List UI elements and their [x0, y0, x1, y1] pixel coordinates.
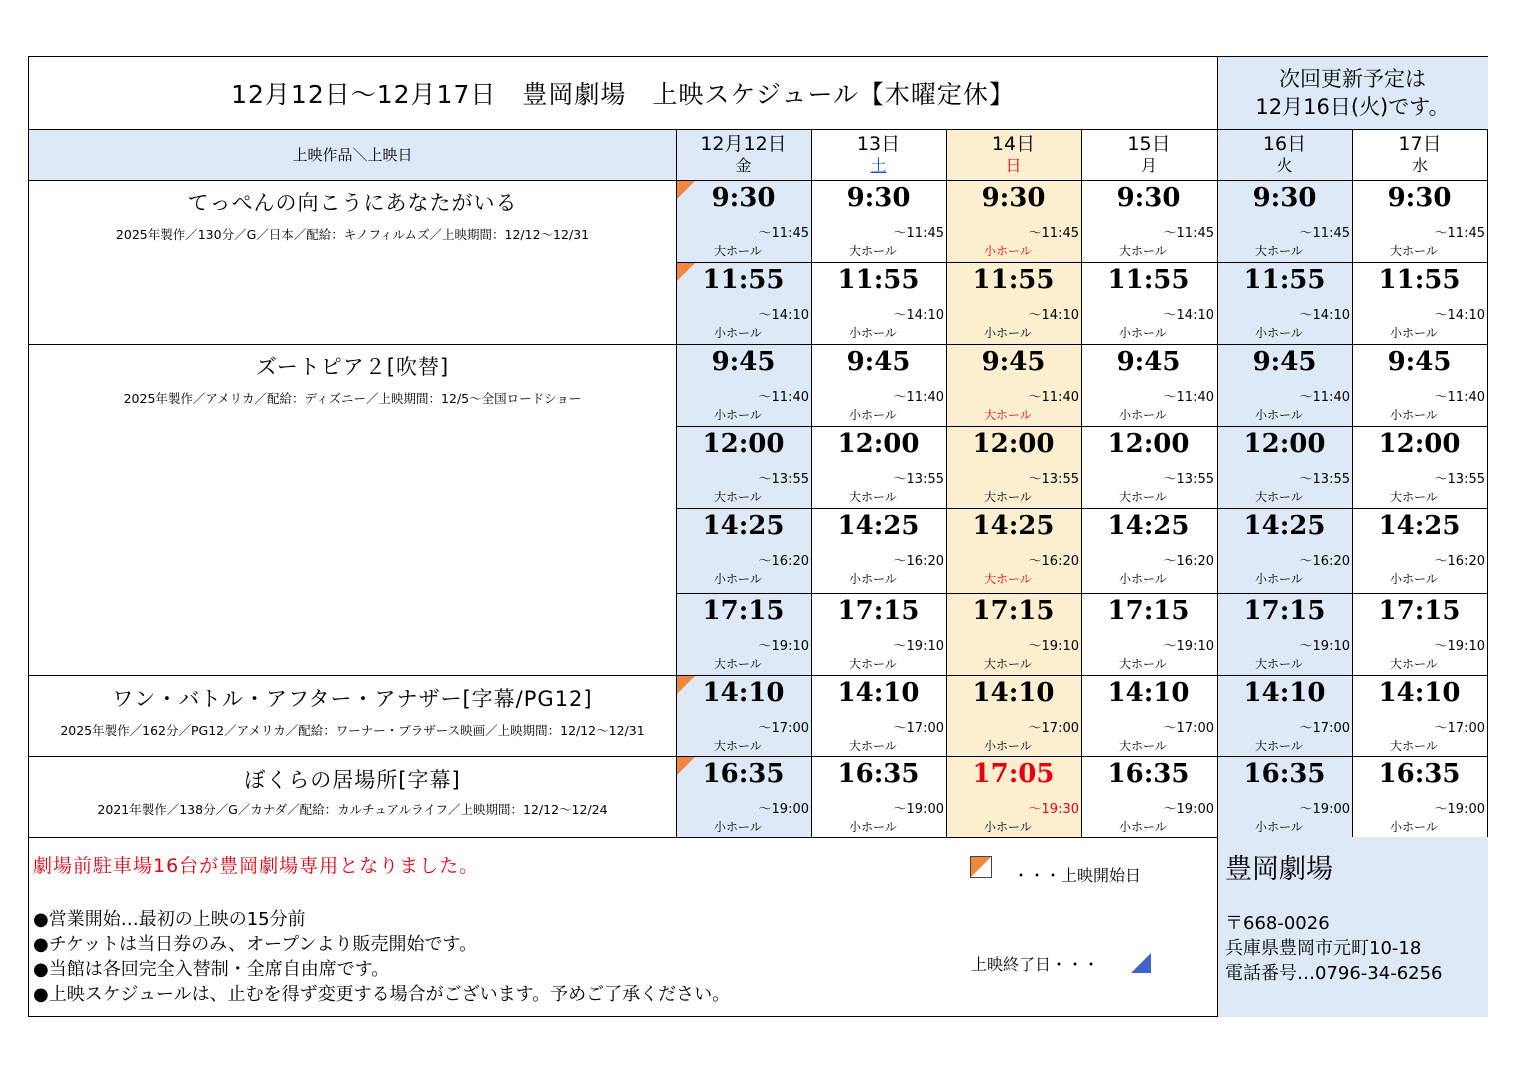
day-weekday: 土 [870, 155, 887, 175]
showtime-cell [1217, 262, 1352, 343]
note-item: ●当館は各回完全入替制・全席自由席です。 [33, 959, 390, 980]
showtime-cell [1352, 756, 1487, 837]
start-time: 11:55 [702, 265, 785, 295]
day-header [946, 129, 1081, 180]
showtime-cell [946, 593, 1081, 674]
end-time: ～19:10 [758, 639, 809, 654]
showtime-cell [811, 180, 946, 261]
legend-end-flag-icon [1131, 953, 1151, 973]
showtime-cell [1352, 426, 1487, 507]
day-weekday: 金 [735, 155, 752, 175]
start-time: 16:35 [837, 759, 920, 789]
grid-line [29, 180, 1488, 181]
hall-name: 大ホール [984, 408, 1032, 422]
showtime-cell [1081, 262, 1216, 343]
start-time: 9:45 [1116, 347, 1181, 377]
end-time: ～19:10 [893, 639, 944, 654]
start-time: 9:45 [711, 347, 776, 377]
showtime-cell [811, 344, 946, 425]
film-title: ぼくらの居場所[字幕] [244, 768, 461, 792]
start-time: 9:30 [1116, 183, 1181, 213]
start-time: 17:15 [702, 596, 785, 626]
start-time: 11:55 [837, 265, 920, 295]
start-time: 9:30 [1252, 183, 1317, 213]
end-time: ～16:20 [1434, 554, 1485, 569]
theater-address: 兵庫県豊岡市元町10-18 [1225, 938, 1422, 959]
showtime-cell [811, 593, 946, 674]
end-time: ～13:55 [1299, 472, 1350, 487]
end-time: ～11:45 [1163, 226, 1214, 241]
theater-postal: 〒668-0026 [1225, 913, 1330, 934]
end-time: ～17:00 [893, 721, 944, 736]
grid-line [29, 344, 1488, 345]
film-info: 2025年製作／アメリカ／配給：ディズニー／上映期間：12/5～全国ロードショー [123, 391, 582, 406]
hall-name: 小ホール [1119, 408, 1167, 422]
showtime-cell [676, 593, 811, 674]
grid-line [676, 262, 1488, 263]
legend-start-label: ・・・上映開始日 [1013, 866, 1142, 885]
end-time: ～11:45 [758, 226, 809, 241]
hall-name: 大ホール [714, 490, 762, 504]
start-time: 9:45 [846, 347, 911, 377]
hall-name: 大ホール [1390, 490, 1438, 504]
hall-name: 小ホール [1255, 408, 1303, 422]
end-time: ～19:30 [1028, 802, 1079, 817]
start-time: 17:05 [972, 759, 1055, 789]
start-time: 9:45 [1252, 347, 1317, 377]
hall-name: 大ホール [984, 490, 1032, 504]
showtime-cell [811, 675, 946, 756]
end-time: ～14:10 [758, 308, 809, 323]
end-time: ～17:00 [1163, 721, 1214, 736]
end-time: ～14:10 [1163, 308, 1214, 323]
start-time: 11:55 [1107, 265, 1190, 295]
end-time: ～17:00 [758, 721, 809, 736]
showtime-cell [946, 262, 1081, 343]
start-time: 14:25 [837, 511, 920, 541]
hall-name: 小ホール [984, 244, 1032, 258]
end-time: ～13:55 [1434, 472, 1485, 487]
end-time: ～11:45 [1299, 226, 1350, 241]
hall-name: 大ホール [1390, 657, 1438, 671]
grid-line [1081, 129, 1082, 837]
showtime-cell [1081, 675, 1216, 756]
end-time: ～19:00 [1299, 802, 1350, 817]
grid-line [811, 129, 812, 837]
day-header [1217, 129, 1352, 180]
note-item: ●チケットは当日券のみ、オープンより販売開始です。 [33, 934, 478, 955]
hall-name: 大ホール [1119, 244, 1167, 258]
hall-name: 大ホール [1119, 490, 1167, 504]
film-title: ワン・バトル・アフター・アナザー[字幕/PG12] [112, 687, 593, 711]
end-time: ～19:10 [1028, 639, 1079, 654]
day-date: 14日 [991, 132, 1036, 155]
hall-name: 大ホール [1255, 244, 1303, 258]
note-item: ●営業開始…最初の上映の15分前 [33, 909, 306, 930]
hall-name: 小ホール [1255, 572, 1303, 586]
grid-line [676, 129, 677, 837]
day-date: 13日 [856, 132, 901, 155]
start-time: 14:25 [1107, 511, 1190, 541]
showtime-cell [1217, 675, 1352, 756]
end-time: ～19:00 [758, 802, 809, 817]
start-time: 14:10 [1243, 678, 1326, 708]
column-header-label: 上映作品＼上映日 [29, 129, 676, 180]
hall-name: 小ホール [984, 820, 1032, 834]
end-time: ～13:55 [1028, 472, 1079, 487]
start-time: 12:00 [1107, 429, 1190, 459]
film-info: 2021年製作／138分／G／カナダ／配給：カルチュアルライフ／上映期間：12/12～12/24 [97, 802, 608, 817]
showtime-cell [1217, 508, 1352, 589]
start-time: 9:45 [1387, 347, 1452, 377]
theater-name: 豊岡劇場 [1225, 854, 1333, 885]
hall-name: 小ホール [1390, 572, 1438, 586]
start-time: 14:10 [1378, 678, 1461, 708]
hall-name: 小ホール [984, 326, 1032, 340]
start-time: 14:25 [1243, 511, 1326, 541]
hall-name: 小ホール [1119, 820, 1167, 834]
day-date: 17日 [1398, 132, 1442, 155]
showtime-cell [1081, 593, 1216, 674]
schedule-sheet [28, 56, 1488, 1017]
day-weekday: 月 [1140, 155, 1157, 175]
page-title: 12月12日～12月17日 豊岡劇場 上映スケジュール【木曜定休】 [231, 80, 1015, 109]
hall-name: 小ホール [714, 572, 762, 586]
end-time: ～16:20 [1028, 554, 1079, 569]
showtime-cell [1352, 344, 1487, 425]
end-time: ～14:10 [1028, 308, 1079, 323]
showtime-cell [946, 675, 1081, 756]
grid-line [1217, 837, 1218, 1017]
legend-end-label: 上映終了日・・・ [971, 955, 1100, 974]
parking-notice: 劇場前駐車場16台が豊岡劇場専用となりました。 [33, 855, 480, 877]
end-time: ～11:40 [1299, 390, 1350, 405]
day-date: 15日 [1127, 132, 1171, 155]
grid-line [29, 675, 1488, 676]
showtime-cell [1217, 344, 1352, 425]
start-time: 17:15 [1378, 596, 1461, 626]
hall-name: 小ホール [849, 408, 897, 422]
hall-name: 大ホール [984, 572, 1032, 586]
start-time: 9:30 [1387, 183, 1452, 213]
grid-line [29, 129, 1488, 130]
showtime-cell [946, 756, 1081, 837]
hall-name: 大ホール [1119, 657, 1167, 671]
showtime-cell [1352, 675, 1487, 756]
showtime-cell [946, 508, 1081, 589]
showtime-cell [1352, 180, 1487, 261]
end-time: ～16:20 [1163, 554, 1214, 569]
end-time: ～17:00 [1434, 721, 1485, 736]
showtime-cell [811, 262, 946, 343]
day-weekday: 日 [1005, 155, 1022, 175]
showtime-cell [1081, 426, 1216, 507]
showtime-cell [811, 756, 946, 837]
showtime-cell [676, 180, 811, 261]
hall-name: 小ホール [1119, 326, 1167, 340]
grid-line [29, 756, 1488, 757]
end-time: ～19:10 [1163, 639, 1214, 654]
start-time: 9:30 [711, 183, 776, 213]
start-time: 12:00 [702, 429, 785, 459]
end-time: ～16:20 [893, 554, 944, 569]
showtime-cell [676, 344, 811, 425]
day-header [1352, 129, 1488, 180]
end-time: ～19:10 [1434, 639, 1485, 654]
hall-name: 小ホール [1390, 408, 1438, 422]
start-time: 12:00 [1378, 429, 1461, 459]
showtime-cell [1217, 426, 1352, 507]
end-time: ～11:45 [893, 226, 944, 241]
hall-name: 大ホール [849, 657, 897, 671]
screening-start-flag [677, 676, 695, 694]
start-time: 14:25 [1378, 511, 1461, 541]
end-time: ～19:00 [1434, 802, 1485, 817]
start-time: 17:15 [1107, 596, 1190, 626]
theater-phone: 電話番号…0796-34-6256 [1225, 963, 1443, 984]
showtime-cell [1352, 508, 1487, 589]
showtime-cell [676, 756, 811, 837]
grid-line [676, 593, 1488, 594]
grid-line [946, 129, 947, 837]
end-time: ～11:40 [893, 390, 944, 405]
showtime-cell [811, 508, 946, 589]
grid-line [1352, 129, 1353, 837]
next-update-line1: 次回更新予定は [1279, 67, 1426, 91]
grid-line [676, 426, 1488, 427]
hall-name: 小ホール [714, 408, 762, 422]
film-info: 2025年製作／162分／PG12／アメリカ／配給：ワーナー・ブラザース映画／上映期間：12/12～12/31 [60, 723, 645, 738]
hall-name: 大ホール [849, 490, 897, 504]
start-time: 16:35 [1378, 759, 1461, 789]
screening-start-flag [677, 263, 695, 281]
day-date: 16日 [1262, 132, 1307, 155]
hall-name: 小ホール [1390, 326, 1438, 340]
hall-name: 小ホール [849, 820, 897, 834]
showtime-cell [811, 426, 946, 507]
showtime-cell [946, 344, 1081, 425]
day-weekday: 水 [1411, 155, 1428, 175]
hall-name: 大ホール [1119, 739, 1167, 753]
end-time: ～19:10 [1299, 639, 1350, 654]
showtime-cell [1217, 593, 1352, 674]
end-time: ～17:00 [1028, 721, 1079, 736]
showtime-cell [1217, 180, 1352, 261]
end-time: ～11:40 [1028, 390, 1079, 405]
end-time: ～13:55 [1163, 472, 1214, 487]
end-time: ～19:00 [1163, 802, 1214, 817]
hall-name: 小ホール [849, 326, 897, 340]
end-time: ～11:45 [1434, 226, 1485, 241]
end-time: ～16:20 [1299, 554, 1350, 569]
hall-name: 大ホール [1255, 490, 1303, 504]
start-time: 16:35 [1243, 759, 1326, 789]
day-header [811, 129, 946, 180]
film-info: 2025年製作／130分／G／日本／配給：キノフィルムズ／上映期間：12/12～12/31 [115, 227, 590, 242]
hall-name: 大ホール [984, 657, 1032, 671]
start-time: 14:10 [972, 678, 1055, 708]
showtime-cell [676, 675, 811, 756]
start-time: 12:00 [972, 429, 1055, 459]
hall-name: 大ホール [849, 244, 897, 258]
hall-name: 大ホール [1255, 657, 1303, 671]
day-header [676, 129, 811, 180]
hall-name: 小ホール [849, 572, 897, 586]
showtime-cell [1081, 756, 1216, 837]
start-time: 12:00 [1243, 429, 1326, 459]
hall-name: 大ホール [849, 739, 897, 753]
end-time: ～13:55 [893, 472, 944, 487]
start-time: 14:25 [702, 511, 785, 541]
start-time: 11:55 [1378, 265, 1461, 295]
title-box [29, 57, 1217, 129]
start-time: 11:55 [972, 265, 1055, 295]
day-weekday: 火 [1276, 155, 1293, 175]
hall-name: 小ホール [714, 820, 762, 834]
end-time: ～14:10 [1299, 308, 1350, 323]
day-header [1081, 129, 1217, 180]
screening-start-flag [677, 757, 695, 775]
start-time: 12:00 [837, 429, 920, 459]
end-time: ～19:00 [893, 802, 944, 817]
showtime-cell [1081, 344, 1216, 425]
start-time: 9:30 [846, 183, 911, 213]
next-update-line2: 12月16日(火)です。 [1255, 95, 1450, 119]
grid-line [676, 508, 1488, 509]
hall-name: 大ホール [714, 657, 762, 671]
hall-name: 大ホール [1390, 739, 1438, 753]
showtime-cell [1352, 593, 1487, 674]
start-time: 17:15 [837, 596, 920, 626]
showtime-cell [1217, 756, 1352, 837]
start-time: 14:25 [972, 511, 1055, 541]
start-time: 17:15 [1243, 596, 1326, 626]
end-time: ～11:45 [1028, 226, 1079, 241]
hall-name: 小ホール [1255, 326, 1303, 340]
note-item: ●上映スケジュールは、止むを得ず変更する場合がございます。予めご了承ください。 [33, 984, 731, 1005]
hall-name: 大ホール [1390, 244, 1438, 258]
start-time: 14:10 [837, 678, 920, 708]
legend-start-flag-icon [971, 857, 991, 877]
start-time: 14:10 [1107, 678, 1190, 708]
hall-name: 小ホール [1255, 820, 1303, 834]
end-time: ～13:55 [758, 472, 809, 487]
showtime-cell [676, 262, 811, 343]
screening-start-flag [677, 181, 695, 199]
showtime-cell [946, 180, 1081, 261]
start-time: 9:45 [981, 347, 1046, 377]
end-time: ～14:10 [1434, 308, 1485, 323]
film-title: てっぺんの向こうにあなたがいる [187, 191, 518, 215]
day-date: 12月12日 [700, 132, 787, 155]
start-time: 11:55 [1243, 265, 1326, 295]
hall-name: 大ホール [714, 739, 762, 753]
end-time: ～16:20 [758, 554, 809, 569]
hall-name: 小ホール [984, 739, 1032, 753]
film-title: ズートピア２[吹替] [255, 355, 450, 379]
end-time: ～14:10 [893, 308, 944, 323]
showtime-cell [946, 426, 1081, 507]
hall-name: 小ホール [1119, 572, 1167, 586]
hall-name: 小ホール [1390, 820, 1438, 834]
start-time: 17:15 [972, 596, 1055, 626]
hall-name: 小ホール [714, 326, 762, 340]
end-time: ～17:00 [1299, 721, 1350, 736]
start-time: 16:35 [1107, 759, 1190, 789]
end-time: ～11:40 [1434, 390, 1485, 405]
start-time: 9:30 [981, 183, 1046, 213]
showtime-cell [676, 508, 811, 589]
end-time: ～11:40 [758, 390, 809, 405]
hall-name: 大ホール [714, 244, 762, 258]
showtime-cell [1352, 262, 1487, 343]
showtime-cell [1081, 180, 1216, 261]
end-time: ～11:40 [1163, 390, 1214, 405]
next-update-notice [1217, 57, 1488, 129]
showtime-cell [676, 426, 811, 507]
showtime-cell [1081, 508, 1216, 589]
hall-name: 大ホール [1255, 739, 1303, 753]
start-time: 14:10 [702, 678, 785, 708]
start-time: 16:35 [702, 759, 785, 789]
